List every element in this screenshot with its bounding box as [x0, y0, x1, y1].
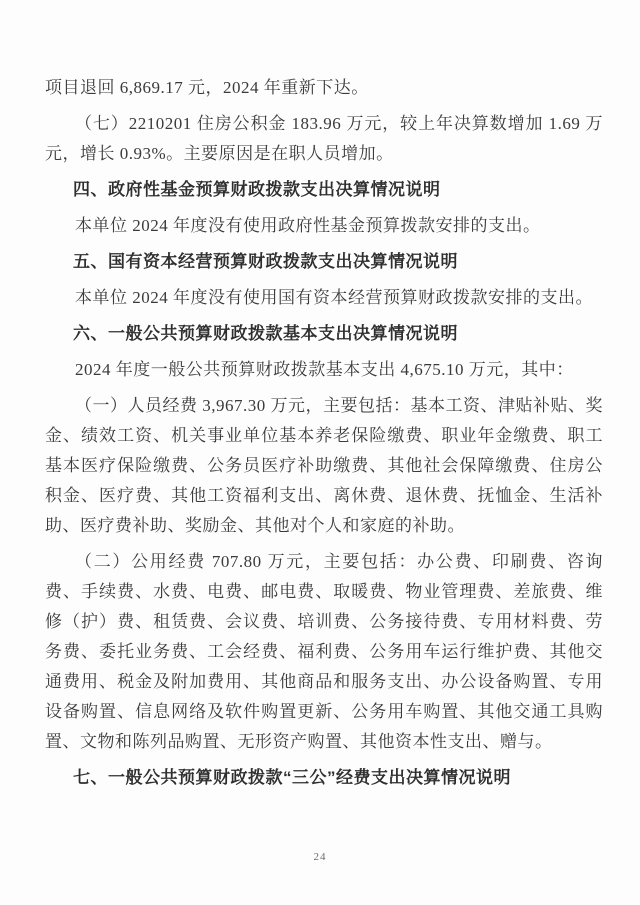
page-number: 24 — [313, 851, 327, 863]
body-paragraph: （二）公用经费 707.80 万元，主要包括：办公费、印刷费、咨询费、手续费、水费、电费、邮电费、取暖费、物业管理费、差旅费、维修（护）费、租赁费、会议费、培训费、公务接待费、专用材料费、劳务费、委托业务费、工会经费、福利费、公务用车运行维护费、其他交通费用、税金及附加费用、其他商品和服务支出、办公设备购置、专用设备购置、信息网络及软件购置更新、公务用车购置、其他交通工具购置、文物和陈列品购置、无形资产购置、其他资本性支出、赠与。 — [45, 552, 603, 751]
section-heading: 四、政府性基金预算财政拨款支出决算情况说明 — [73, 180, 441, 199]
body-paragraph: （一）人员经费 3,967.30 万元，主要包括：基本工资、津贴补贴、奖金、绩效工资、机关事业单位基本养老保险缴费、职业年金缴费、职工基本医疗保险缴费、公务员医疗补助缴费、其他社会保障缴费、住房公积金、医疗费、其他工资福利支出、离休费、退休费、抚恤金、生活补助、医疗费补助、奖励金、其他对个人和家庭的补助。 — [45, 396, 603, 535]
body-paragraph: 项目退回 6,869.17 元，2024 年重新下达。 — [45, 78, 369, 97]
body-paragraph: 本单位 2024 年度没有使用政府性基金预算拨款安排的支出。 — [75, 216, 541, 235]
document-body — [45, 73, 603, 799]
section-heading: 五、国有资本经营预算财政拨款支出决算情况说明 — [73, 252, 458, 271]
page-footer — [0, 847, 640, 865]
body-paragraph: （七）2210201 住房公积金 183.96 万元，较上年决算数增加 1.69 万元，增长 0.93%。主要原因是在职人员增加。 — [45, 114, 603, 163]
section-heading: 六、一般公共预算财政拨款基本支出决算情况说明 — [73, 324, 458, 343]
body-paragraph: 2024 年度一般公共预算财政拨款基本支出 4,675.10 万元，其中： — [75, 360, 574, 379]
section-heading: 七、一般公共预算财政拨款“三公”经费支出决算情况说明 — [73, 768, 511, 787]
body-paragraph: 本单位 2024 年度没有使用国有资本经营预算财政拨款安排的支出。 — [75, 288, 593, 307]
